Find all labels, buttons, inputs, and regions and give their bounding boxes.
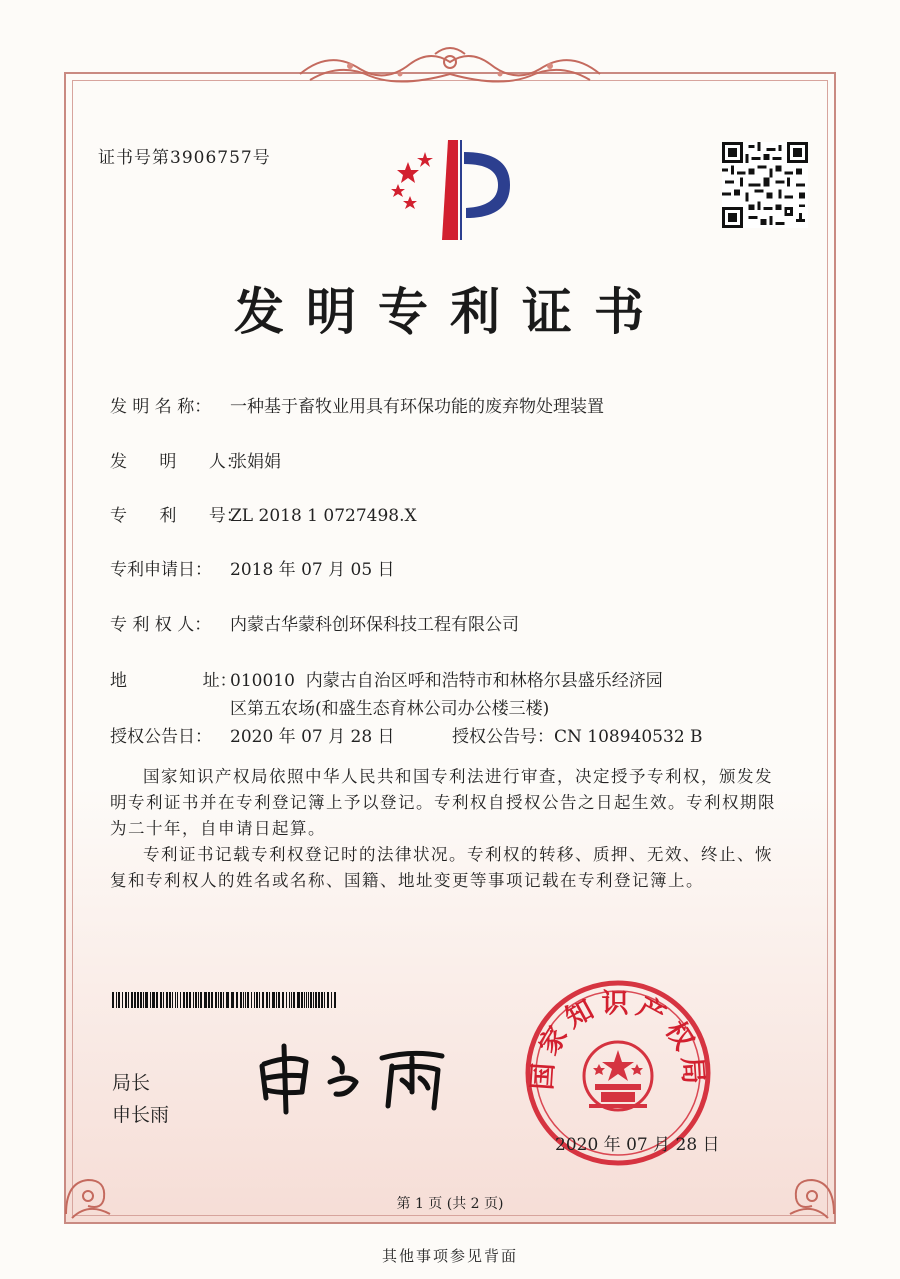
barcode-bar [236,992,238,1008]
barcode-bar [166,992,168,1008]
svg-text:国家知识产权局 [527,988,709,1091]
qr-code[interactable] [722,142,808,228]
barcode-bar [324,992,325,1008]
barcode-bar [226,992,229,1008]
grant-number-value: CN 108940532 B [554,727,703,747]
address-row [110,666,663,691]
body-paragraph-2: 专利证书记载专利权登记时的法律状况。专利权的转移、质押、无效、终止、恢复和专利权人的姓名或名称、国籍、地址变更等事项记载在专利登记簿上。 [110,845,773,890]
barcode-bar [218,992,219,1008]
barcode-bar [243,992,244,1008]
barcode-bar [128,992,129,1008]
barcode-bar [308,992,309,1008]
grant-date-value: 2020 年 07 月 28 日 [230,727,395,747]
barcode-bar [145,992,148,1008]
barcode-bar [247,992,249,1008]
barcode-bar [160,992,162,1008]
barcode-bar [304,992,305,1008]
barcode-bar [183,992,185,1008]
holder-value: 内蒙古华蒙科创环保科技工程有限公司 [230,615,519,635]
address-label: 地 址： [110,671,237,691]
apply-date-label: 专利申请日： [110,560,212,580]
grant-number-label: 授权公告号： [452,727,554,747]
barcode-bar [334,992,336,1008]
grant-date-row [110,722,395,747]
barcode-bar [276,992,277,1008]
barcode-bar [301,992,303,1008]
grant-date-label: 授权公告日： [110,727,212,747]
barcode-bar [200,992,202,1008]
barcode-bar [313,992,314,1008]
invention-name-row [110,392,604,417]
barcode-bar [223,992,224,1008]
barcode-bar [125,992,127,1008]
barcode-bar [195,992,197,1008]
address-line1: 010010 内蒙古自治区呼和浩特市和林格尔县盛乐经济园 [230,671,663,691]
certificate-number: 证书号第3906757号 [98,148,271,168]
certificate-title: 发明专利证书 [234,282,666,341]
barcode-bar [189,992,191,1008]
barcode-bar [122,992,123,1008]
director-signature [252,1036,452,1116]
barcode [112,992,340,1008]
barcode-bar [331,992,332,1008]
barcode-bar [297,992,300,1008]
barcode-bar [286,992,287,1008]
barcode-bar [140,992,142,1008]
barcode-bar [112,992,114,1008]
cnipa-logo [380,130,530,250]
seal-date: 2020 年 07 月 28 日 [555,1135,720,1155]
barcode-bar [310,992,312,1008]
barcode-bar [259,992,260,1008]
barcode-bar [163,992,164,1008]
barcode-bar [266,992,268,1008]
grant-number-row [452,722,703,747]
barcode-bar [143,992,144,1008]
holder-row [110,610,519,635]
barcode-bar [152,992,155,1008]
footer-note: 其他事项参见背面 [381,1247,518,1265]
barcode-bar [315,992,317,1008]
top-ornament [290,44,610,94]
barcode-bar [245,992,246,1008]
barcode-bar [256,992,258,1008]
barcode-bar [186,992,188,1008]
invention-name-label: 发 明 名 称： [110,397,212,417]
barcode-bar [291,992,292,1008]
barcode-bar [208,992,210,1008]
barcode-bar [231,992,234,1008]
seal-text: 国家知识产权局 [527,988,709,1091]
page-number: 第 1 页 (共 2 页) [396,1196,504,1212]
barcode-bar [204,992,207,1008]
barcode-bar [293,992,295,1008]
barcode-bar [306,992,307,1008]
barcode-bar [177,992,178,1008]
barcode-bar [282,992,284,1008]
barcode-bar [156,992,158,1008]
invention-name-value: 一种基于畜牧业用具有环保功能的废弃物处理装置 [230,397,604,417]
barcode-bar [175,992,176,1008]
barcode-bar [150,992,151,1008]
barcode-bar [251,992,252,1008]
apply-date-value: 2018 年 07 月 05 日 [230,560,395,580]
barcode-bar [289,992,290,1008]
barcode-bar [137,992,139,1008]
barcode-bar [198,992,199,1008]
barcode-bar [118,992,120,1008]
barcode-bar [180,992,181,1008]
patent-number-row [110,501,417,526]
corner-ornament-bottom-right [782,1162,842,1222]
barcode-bar [269,992,270,1008]
barcode-bar [215,992,217,1008]
body-paragraph-1: 国家知识产权局依照中华人民共和国专利法进行审查，决定授予专利权，颁发发明专利证书并在专利登记簿上予以登记。专利权自授权公告之日起生效。专利权期限为二十年，自申请日起算。 [110,767,776,838]
address-line2: 区第五农场(和盛生态育林公司办公楼三楼) [230,699,550,719]
inventor-label: 发 明 人： [110,452,243,472]
barcode-bar [321,992,323,1008]
barcode-bar [134,992,136,1008]
barcode-bar [262,992,264,1008]
inventor-row [110,447,281,472]
barcode-bar [211,992,213,1008]
patent-number-label: 专 利 号： [110,506,243,526]
inventor-value: 张娟娟 [230,452,281,472]
barcode-bar [240,992,242,1008]
apply-date-row [110,555,395,580]
barcode-bar [318,992,320,1008]
barcode-bar [131,992,133,1008]
barcode-bar [169,992,171,1008]
barcode-bar [254,992,255,1008]
barcode-bar [272,992,275,1008]
director-name: 申长雨 [112,1104,170,1126]
holder-label: 专 利 权 人： [110,615,212,635]
barcode-bar [278,992,280,1008]
barcode-bar [220,992,222,1008]
corner-ornament-bottom-left [58,1162,118,1222]
patent-number-value: ZL 2018 1 0727498.X [230,506,417,526]
director-title: 局长 [112,1072,151,1094]
barcode-bar [172,992,173,1008]
barcode-bar [327,992,329,1008]
barcode-bar [193,992,194,1008]
barcode-bar [116,992,117,1008]
